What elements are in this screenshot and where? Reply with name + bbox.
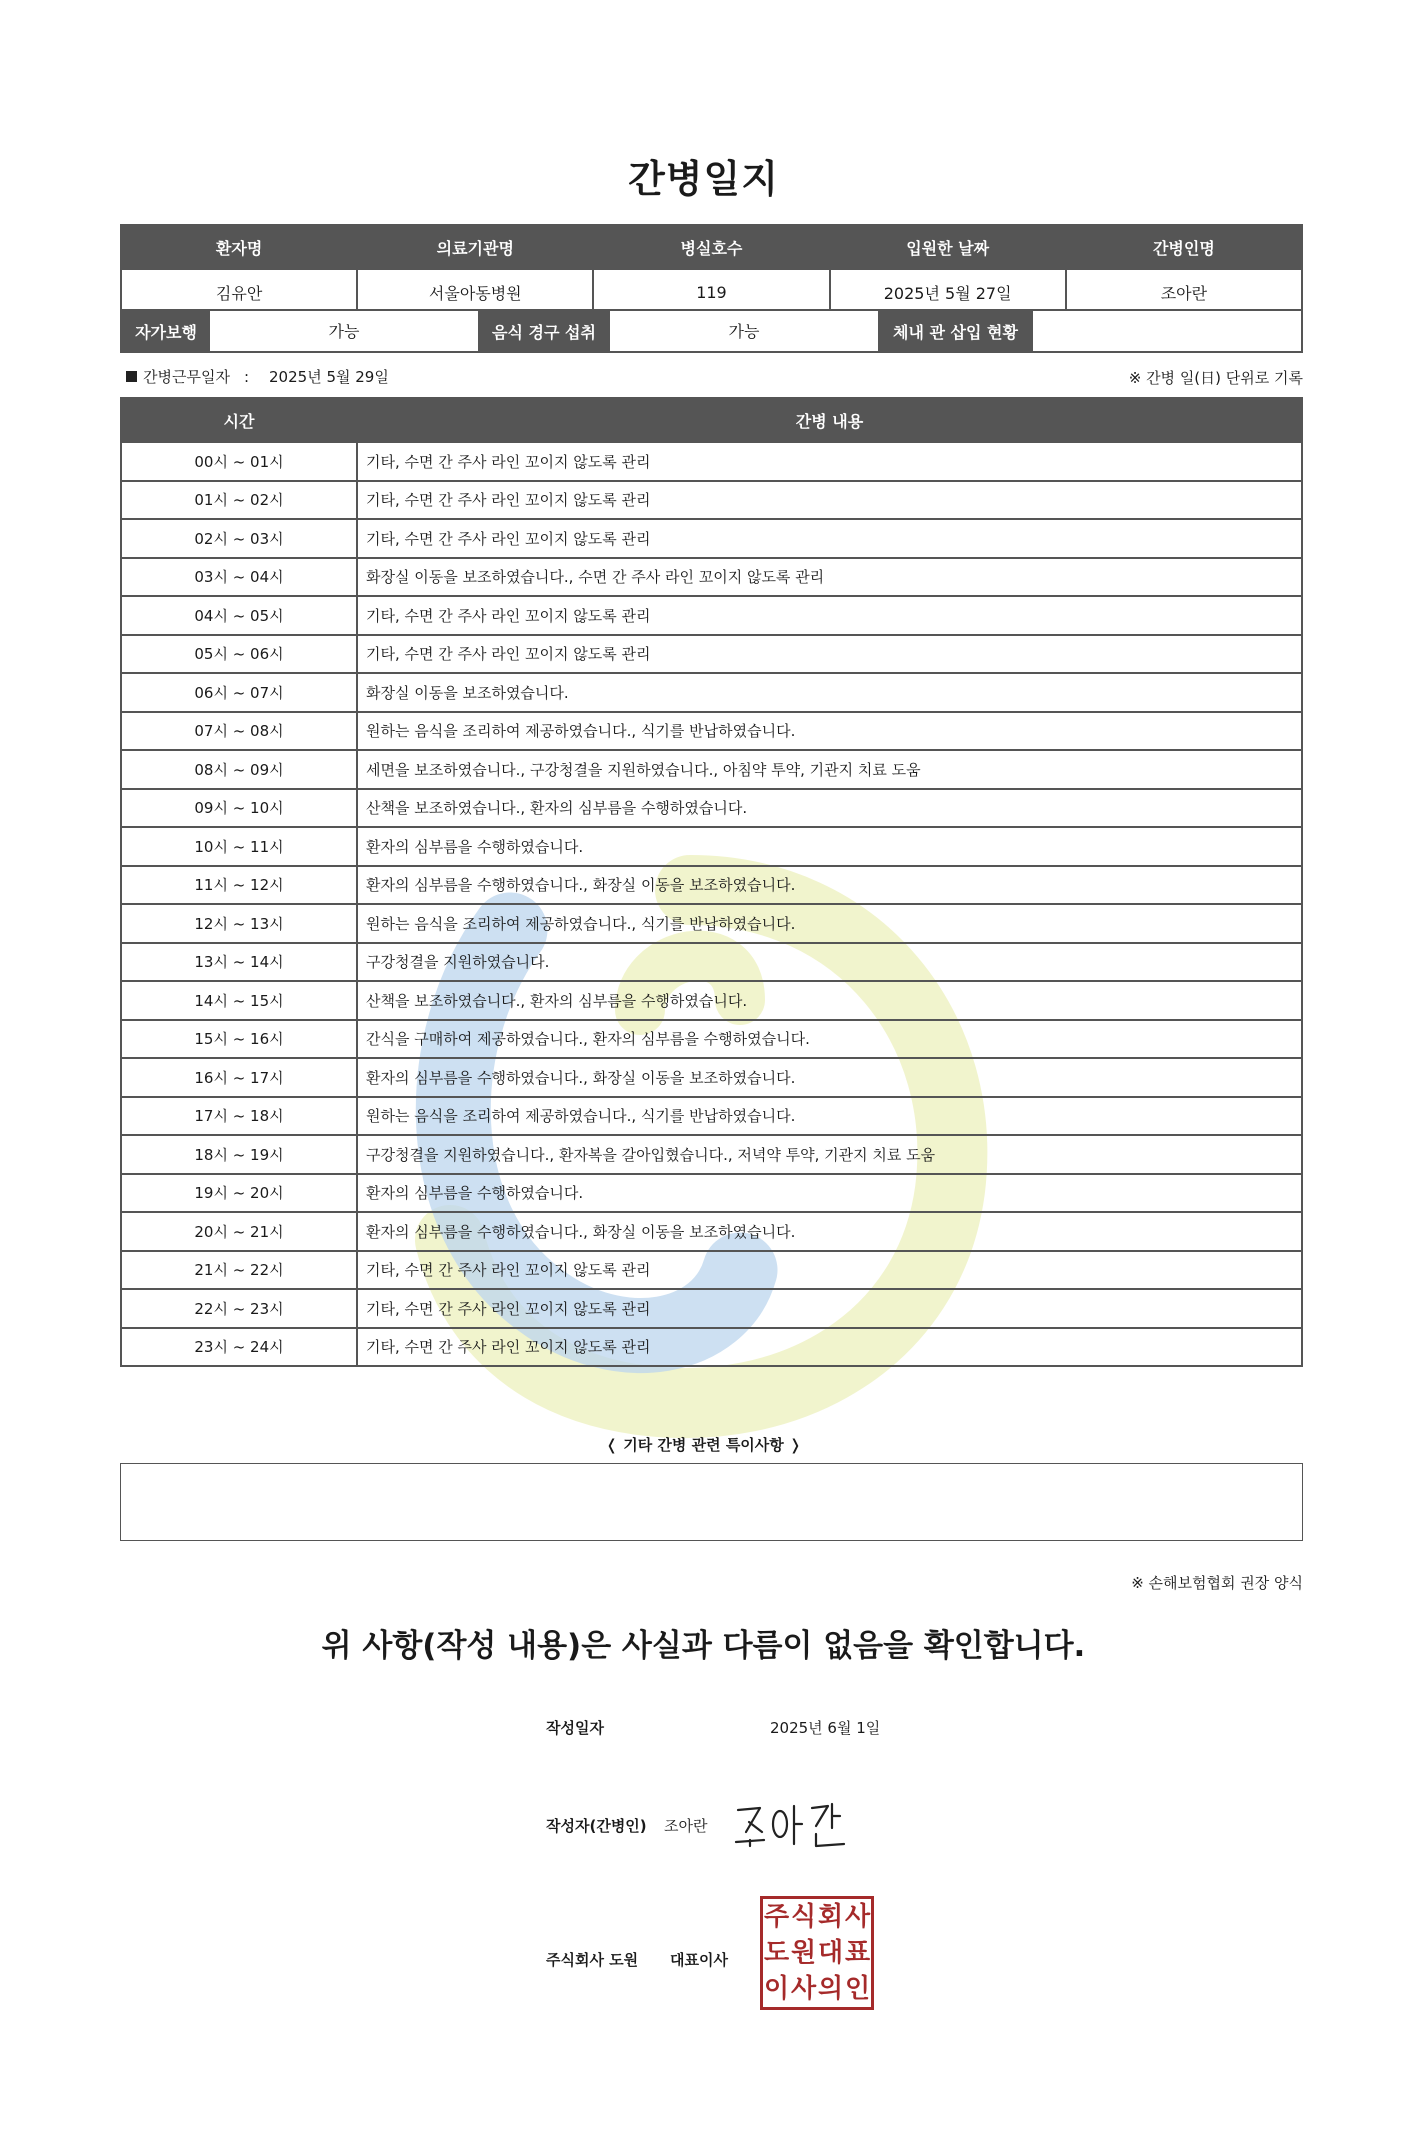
tube-label: 체내 관 삽입 현황 <box>893 322 1018 342</box>
time-cell: 01시 ~ 02시 <box>121 481 357 520</box>
content-cell: 기타, 수면 간 주사 라인 꼬이지 않도록 관리 <box>357 1251 1302 1290</box>
walk-value: 가능 <box>210 311 478 351</box>
table-row <box>121 750 1302 789</box>
info-header: 환자명 <box>121 225 357 269</box>
table-row <box>121 943 1302 982</box>
seal-character: 원 <box>790 1938 817 1968</box>
time-cell: 14시 ~ 15시 <box>121 981 357 1020</box>
form-source-note: ※ 손해보험협회 권장 양식 <box>1131 1574 1303 1592</box>
table-row <box>121 1251 1302 1290</box>
seal-character: 표 <box>844 1938 871 1968</box>
content-cell: 기타, 수면 간 주사 라인 꼬이지 않도록 관리 <box>357 519 1302 558</box>
time-cell: 02시 ~ 03시 <box>121 519 357 558</box>
extra-notes-box <box>120 1463 1303 1541</box>
time-cell: 23시 ~ 24시 <box>121 1328 357 1367</box>
written-date-value: 2025년 6월 1일 <box>770 1719 881 1737</box>
seal-character: 인 <box>844 1974 871 2004</box>
time-cell: 16시 ~ 17시 <box>121 1058 357 1097</box>
time-cell: 07시 ~ 08시 <box>121 712 357 751</box>
time-cell: 13시 ~ 14시 <box>121 943 357 982</box>
content-cell: 환자의 심부름을 수행하였습니다. <box>357 827 1302 866</box>
content-cell: 기타, 수면 간 주사 라인 꼬이지 않도록 관리 <box>357 1289 1302 1328</box>
table-row <box>121 558 1302 597</box>
content-cell: 기타, 수면 간 주사 라인 꼬이지 않도록 관리 <box>357 635 1302 674</box>
care-log-table <box>120 397 1303 1367</box>
seal-character: 식 <box>790 1902 817 1932</box>
time-cell: 05시 ~ 06시 <box>121 635 357 674</box>
handwritten-signature <box>732 1796 852 1856</box>
content-cell: 환자의 심부름을 수행하였습니다. <box>357 1174 1302 1213</box>
square-bullet-icon <box>126 371 137 382</box>
time-cell: 10시 ~ 11시 <box>121 827 357 866</box>
table-row <box>121 1020 1302 1059</box>
info-header: 입원한 날짜 <box>830 225 1066 269</box>
time-cell: 11시 ~ 12시 <box>121 866 357 905</box>
writer-name: 조아란 <box>664 1817 708 1835</box>
content-cell: 세면을 보조하였습니다., 구강청결을 지원하였습니다., 아침약 투약, 기관지 치료 도움 <box>357 750 1302 789</box>
daily-record-note: ※ 간병 일(日) 단위로 기록 <box>1128 369 1303 387</box>
seal-character: 도 <box>763 1938 790 1968</box>
table-row <box>121 1097 1302 1136</box>
room-number-value: 119 <box>593 269 829 315</box>
content-cell: 기타, 수면 간 주사 라인 꼬이지 않도록 관리 <box>357 481 1302 520</box>
content-cell: 환자의 심부름을 수행하였습니다., 화장실 이동을 보조하였습니다. <box>357 1212 1302 1251</box>
info-header: 간병인명 <box>1066 225 1302 269</box>
walk-label: 자가보행 <box>135 322 197 342</box>
company-seal-stamp <box>760 1896 874 2010</box>
company-label: 주식회사 도원 <box>546 1951 639 1969</box>
table-row <box>121 1135 1302 1174</box>
time-cell: 03시 ~ 04시 <box>121 558 357 597</box>
content-cell: 화장실 이동을 보조하였습니다. <box>357 673 1302 712</box>
time-cell: 21시 ~ 22시 <box>121 1251 357 1290</box>
table-row <box>121 866 1302 905</box>
table-row <box>121 635 1302 674</box>
work-date-line <box>126 366 389 387</box>
info-header: 의료기관명 <box>357 225 593 269</box>
content-cell: 산책을 보조하였습니다., 환자의 심부름을 수행하였습니다. <box>357 981 1302 1020</box>
table-row <box>121 1174 1302 1213</box>
time-cell: 04시 ~ 05시 <box>121 596 357 635</box>
content-cell: 원하는 음식을 조리하여 제공하였습니다., 식기를 반납하였습니다. <box>357 1097 1302 1136</box>
table-row <box>121 904 1302 943</box>
work-date-label: 간병근무일자 <box>143 368 230 386</box>
written-date-label: 작성일자 <box>546 1719 604 1737</box>
content-cell: 기타, 수면 간 주사 라인 꼬이지 않도록 관리 <box>357 596 1302 635</box>
content-cell: 기타, 수면 간 주사 라인 꼬이지 않도록 관리 <box>357 1328 1302 1367</box>
table-row <box>121 981 1302 1020</box>
info-header: 병실호수 <box>593 225 829 269</box>
table-row <box>121 712 1302 751</box>
time-cell: 00시 ~ 01시 <box>121 442 357 481</box>
content-cell: 구강청결을 지원하였습니다. <box>357 943 1302 982</box>
extra-notes-heading: ❬ 기타 간병 관련 특이사항 ❭ <box>605 1436 802 1454</box>
time-cell: 06시 ~ 07시 <box>121 673 357 712</box>
content-cell: 원하는 음식을 조리하여 제공하였습니다., 식기를 반납하였습니다. <box>357 712 1302 751</box>
work-date-value: 2025년 5월 29일 <box>269 368 389 386</box>
table-row <box>121 1328 1302 1367</box>
seal-character: 주 <box>763 1902 790 1932</box>
content-cell: 화장실 이동을 보조하였습니다., 수면 간 주사 라인 꼬이지 않도록 관리 <box>357 558 1302 597</box>
table-row <box>121 1212 1302 1251</box>
time-column-header: 시간 <box>121 398 357 442</box>
time-cell: 09시 ~ 10시 <box>121 789 357 828</box>
content-cell: 원하는 음식을 조리하여 제공하였습니다., 식기를 반납하였습니다. <box>357 904 1302 943</box>
caregiver-name-value: 조아란 <box>1066 269 1302 315</box>
table-row <box>121 481 1302 520</box>
document-title: 간병일지 <box>628 157 779 201</box>
seal-character: 이 <box>763 1974 790 2004</box>
confirmation-statement: 위 사항(작성 내용)은 사실과 다름이 없음을 확인합니다. <box>321 1628 1086 1664</box>
hospital-name-value: 서울아동병원 <box>357 269 593 315</box>
admission-date-value: 2025년 5월 27일 <box>830 269 1066 315</box>
table-row <box>121 1289 1302 1328</box>
seal-character: 사 <box>790 1974 817 2004</box>
time-cell: 17시 ~ 18시 <box>121 1097 357 1136</box>
time-cell: 20시 ~ 21시 <box>121 1212 357 1251</box>
tube-value <box>1033 311 1301 351</box>
patient-name-value: 김유안 <box>121 269 357 315</box>
food-value: 가능 <box>610 311 878 351</box>
time-cell: 08시 ~ 09시 <box>121 750 357 789</box>
content-cell: 환자의 심부름을 수행하였습니다., 화장실 이동을 보조하였습니다. <box>357 1058 1302 1097</box>
content-cell: 구강청결을 지원하였습니다., 환자복을 갈아입혔습니다., 저녁약 투약, 기관지 치료 도움 <box>357 1135 1302 1174</box>
patient-status-row <box>120 309 1303 353</box>
time-cell: 18시 ~ 19시 <box>121 1135 357 1174</box>
table-row <box>121 1058 1302 1097</box>
seal-character: 대 <box>817 1938 844 1968</box>
content-cell: 환자의 심부름을 수행하였습니다., 화장실 이동을 보조하였습니다. <box>357 866 1302 905</box>
time-cell: 15시 ~ 16시 <box>121 1020 357 1059</box>
food-label: 음식 경구 섭취 <box>492 322 596 342</box>
content-column-header: 간병 내용 <box>357 398 1302 442</box>
time-cell: 12시 ~ 13시 <box>121 904 357 943</box>
seal-character: 회 <box>817 1902 844 1932</box>
table-row <box>121 673 1302 712</box>
time-cell: 22시 ~ 23시 <box>121 1289 357 1328</box>
patient-info-table <box>120 224 1303 316</box>
seal-character: 의 <box>817 1974 844 2004</box>
table-row <box>121 789 1302 828</box>
writer-label: 작성자(간병인) <box>546 1817 647 1835</box>
content-cell: 산책을 보조하였습니다., 환자의 심부름을 수행하였습니다. <box>357 789 1302 828</box>
content-cell: 기타, 수면 간 주사 라인 꼬이지 않도록 관리 <box>357 442 1302 481</box>
seal-character: 사 <box>844 1902 871 1932</box>
ceo-label: 대표이사 <box>670 1951 728 1969</box>
table-row <box>121 442 1302 481</box>
content-cell: 간식을 구매하여 제공하였습니다., 환자의 심부름을 수행하였습니다. <box>357 1020 1302 1059</box>
care-log-body <box>121 442 1302 1366</box>
table-row <box>121 827 1302 866</box>
table-row <box>121 596 1302 635</box>
time-cell: 19시 ~ 20시 <box>121 1174 357 1213</box>
table-row <box>121 519 1302 558</box>
work-date-colon: : <box>243 367 250 386</box>
